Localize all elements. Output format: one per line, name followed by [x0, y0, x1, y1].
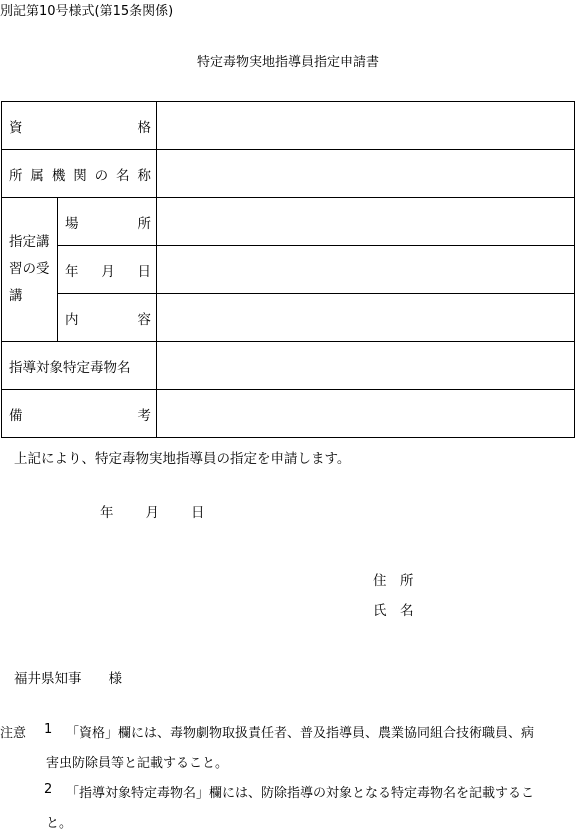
- row-course-content: [2, 294, 575, 342]
- note-1-continuation: 害虫防除員等と記載すること。: [46, 756, 229, 771]
- note-1-text: 「資格」欄には、毒物劇物取扱責任者、普及指導員、農業協同組合技術職員、病: [66, 726, 535, 741]
- address-label: 住 所: [373, 573, 414, 589]
- note-2-continuation: と。: [46, 816, 73, 831]
- form-number: 別記第10号様式(第15条関係): [0, 4, 174, 19]
- row-course-date: [2, 246, 575, 294]
- field-content[interactable]: [157, 294, 575, 342]
- row-affiliation: [2, 150, 575, 198]
- field-affiliation[interactable]: [157, 150, 575, 198]
- field-remarks[interactable]: [157, 390, 575, 438]
- date-year-label: 年: [100, 505, 114, 521]
- row-qualification: [2, 102, 575, 150]
- row-remarks: [2, 390, 575, 438]
- addressee: 福井県知事 様: [14, 671, 122, 687]
- name-label: 氏 名: [373, 603, 414, 619]
- note-2-number: 2: [44, 782, 53, 797]
- date-day-label: 日: [191, 505, 205, 521]
- label-affiliation: 所 属 機 関 の 名 称: [2, 150, 157, 198]
- label-qualification: 資 格: [2, 102, 157, 150]
- row-target-poison: [2, 342, 575, 390]
- application-statement: 上記により、特定毒物実地指導員の指定を申請します。: [14, 451, 351, 467]
- label-remarks: 備 考: [2, 390, 157, 438]
- note-1-number: 1: [44, 722, 53, 737]
- document-title: 特定毒物実地指導員指定申請書: [196, 55, 379, 70]
- label-place: 場 所: [58, 198, 157, 246]
- application-form-table: [1, 101, 575, 438]
- date-month-label: 月: [145, 505, 159, 521]
- label-designated-course: 指定講 習の受 講: [2, 198, 58, 342]
- field-target-poison[interactable]: [157, 342, 575, 390]
- label-date: 年 月 日: [58, 246, 157, 294]
- row-course-place: [2, 198, 575, 246]
- field-date[interactable]: [157, 246, 575, 294]
- note-2-text: 「指導対象特定毒物名」欄には、防除指導の対象となる特定毒物名を記載するこ: [66, 786, 535, 801]
- label-content: 内 容: [58, 294, 157, 342]
- application-date: [100, 501, 205, 521]
- field-place[interactable]: [157, 198, 575, 246]
- label-target-poison: 指導対象特定毒物名: [2, 342, 157, 390]
- notes-label: 注意: [0, 726, 27, 741]
- field-qualification[interactable]: [157, 102, 575, 150]
